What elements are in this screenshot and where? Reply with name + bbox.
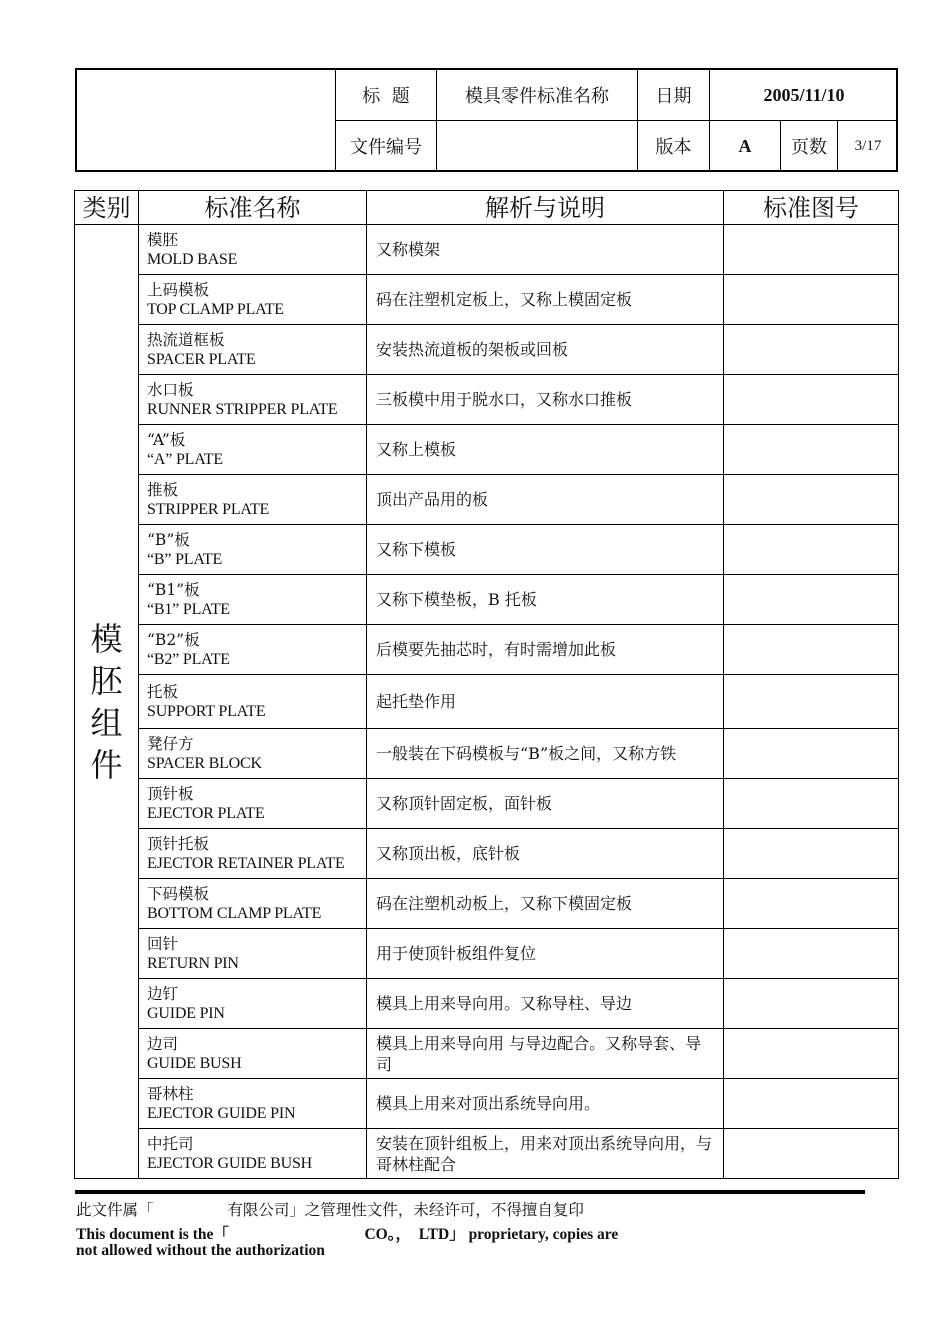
figure-number-cell xyxy=(724,475,899,525)
doc-number-label: 文件编号 xyxy=(350,137,422,158)
table-row xyxy=(75,425,899,475)
name-zh: 凳仔方 xyxy=(147,734,194,753)
name-zh: 顶针板 xyxy=(147,784,194,803)
description-cell: 码在注塑机定板上，又称上模固定板 xyxy=(367,275,724,325)
name-zh: 托板 xyxy=(147,682,179,701)
category-cell xyxy=(75,225,139,1179)
parts-table xyxy=(74,190,899,1179)
description-cell: 模具上用来对顶出系统导向用。 xyxy=(367,1079,724,1129)
name-zh: 下码模板 xyxy=(147,884,210,903)
name-en: SPACER PLATE xyxy=(147,350,256,368)
name-zh: 边钉 xyxy=(147,984,179,1003)
table-row xyxy=(75,375,899,425)
category-char: 件 xyxy=(90,745,123,784)
table-row xyxy=(75,525,899,575)
date-value: 2005/11/10 xyxy=(763,84,845,105)
category-char: 胚 xyxy=(90,661,123,700)
doc-number-value xyxy=(437,121,637,171)
description-cell: 安装在顶针组板上，用来对顶出系统导向用，与哥林柱配合 xyxy=(367,1129,724,1179)
table-row xyxy=(75,675,899,729)
table-header-row xyxy=(75,191,899,225)
standard-name-cell xyxy=(139,729,367,779)
pages-value: 3/17 xyxy=(854,137,882,154)
logo-area xyxy=(77,70,335,170)
figure-number-cell xyxy=(724,729,899,779)
table-row xyxy=(75,325,899,375)
description-cell: 顶出产品用的板 xyxy=(367,475,724,525)
name-en: EJECTOR PLATE xyxy=(147,804,265,822)
table-row xyxy=(75,879,899,929)
standard-name-cell xyxy=(139,879,367,929)
description-cell: 用于使顶针板组件复位 xyxy=(367,929,724,979)
standard-name-cell xyxy=(139,979,367,1029)
name-zh: 模胚 xyxy=(147,230,179,249)
figure-number-cell xyxy=(724,675,899,729)
name-en: GUIDE BUSH xyxy=(147,1054,242,1072)
name-en: RUNNER STRIPPER PLATE xyxy=(147,400,338,418)
name-en: “B2” PLATE xyxy=(147,650,230,668)
standard-name-cell xyxy=(139,675,367,729)
description-cell: 后模要先抽芯时，有时需增加此板 xyxy=(367,625,724,675)
standard-name-cell xyxy=(139,779,367,829)
standard-name-cell xyxy=(139,829,367,879)
name-zh: 推板 xyxy=(147,480,179,499)
figure-number-cell xyxy=(724,325,899,375)
standard-name-cell xyxy=(139,425,367,475)
column-header-standard-name: 标准名称 xyxy=(139,191,367,225)
name-en: “B1” PLATE xyxy=(147,600,230,618)
figure-number-cell xyxy=(724,275,899,325)
standard-name-cell xyxy=(139,225,367,275)
description-cell: 又称下模板 xyxy=(367,525,724,575)
version-label: 版本 xyxy=(655,137,692,158)
figure-number-cell xyxy=(724,575,899,625)
title-label: 标 题 xyxy=(362,86,410,107)
name-en: EJECTOR RETAINER PLATE xyxy=(147,854,345,872)
description-cell: 起托垫作用 xyxy=(367,675,724,729)
date-label: 日期 xyxy=(655,86,692,107)
name-en: STRIPPER PLATE xyxy=(147,500,270,518)
table-row xyxy=(75,929,899,979)
standard-name-cell xyxy=(139,475,367,525)
standard-name-cell xyxy=(139,1029,367,1079)
name-zh: “B”板 xyxy=(147,530,190,549)
column-header-description: 解析与说明 xyxy=(367,191,724,225)
description-cell: 码在注塑机动板上，又称下模固定板 xyxy=(367,879,724,929)
standard-name-cell xyxy=(139,275,367,325)
figure-number-cell xyxy=(724,225,899,275)
footer-notice-en-1: This document is the「 CO。， LTD」 proprietary, copies are xyxy=(76,1226,619,1243)
name-zh: “A”板 xyxy=(147,430,186,449)
figure-number-cell xyxy=(724,879,899,929)
name-zh: 上码模板 xyxy=(147,280,210,299)
name-en: TOP CLAMP PLATE xyxy=(147,300,284,318)
column-header-category: 类别 xyxy=(75,191,139,225)
figure-number-cell xyxy=(724,425,899,475)
footer-rule xyxy=(75,1190,865,1194)
name-zh: “B1”板 xyxy=(147,580,200,599)
figure-number-cell xyxy=(724,525,899,575)
description-cell: 又称上模板 xyxy=(367,425,724,475)
table-row xyxy=(75,575,899,625)
standard-name-cell xyxy=(139,625,367,675)
category-char: 组 xyxy=(90,703,123,742)
table-row xyxy=(75,1029,899,1079)
standard-name-cell xyxy=(139,525,367,575)
figure-number-cell xyxy=(724,1129,899,1179)
table-row xyxy=(75,829,899,879)
pages-label: 页数 xyxy=(791,137,827,158)
table-row xyxy=(75,1129,899,1179)
footer-notice-zh: 此文件属「 有限公司」之管理性文件，未经许可，不得擅自复印 xyxy=(76,1201,584,1219)
table-row xyxy=(75,779,899,829)
figure-number-cell xyxy=(724,1029,899,1079)
standard-name-cell xyxy=(139,1129,367,1179)
category-char: 模 xyxy=(90,619,123,658)
table-row xyxy=(75,729,899,779)
description-cell: 又称顶出板，底针板 xyxy=(367,829,724,879)
description-cell: 模具上用来导向用。又称导柱、导边 xyxy=(367,979,724,1029)
figure-number-cell xyxy=(724,829,899,879)
name-en: “A” PLATE xyxy=(147,450,223,468)
standard-name-cell xyxy=(139,929,367,979)
title-value: 模具零件标准名称 xyxy=(465,86,609,107)
name-en: “B” PLATE xyxy=(147,550,223,568)
name-en: EJECTOR GUIDE BUSH xyxy=(147,1154,313,1172)
table-row xyxy=(75,979,899,1029)
table-row xyxy=(75,225,899,275)
description-cell: 安装热流道板的架板或回板 xyxy=(367,325,724,375)
description-cell: 又称顶针固定板，面针板 xyxy=(367,779,724,829)
version-value: A xyxy=(738,135,752,156)
standard-name-cell xyxy=(139,575,367,625)
name-en: MOLD BASE xyxy=(147,250,238,268)
description-cell: 又称模架 xyxy=(367,225,724,275)
name-en: BOTTOM CLAMP PLATE xyxy=(147,904,322,922)
name-en: EJECTOR GUIDE PIN xyxy=(147,1104,296,1122)
figure-number-cell xyxy=(724,929,899,979)
figure-number-cell xyxy=(724,625,899,675)
description-cell: 三板模中用于脱水口，又称水口推板 xyxy=(367,375,724,425)
figure-number-cell xyxy=(724,979,899,1029)
table-row xyxy=(75,275,899,325)
figure-number-cell xyxy=(724,375,899,425)
table-row xyxy=(75,625,899,675)
description-cell: 模具上用来导向用 与导边配合。又称导套、导司 xyxy=(367,1029,724,1079)
column-header-figure-number: 标准图号 xyxy=(724,191,899,225)
name-zh: 热流道框板 xyxy=(147,330,225,349)
name-zh: 哥林柱 xyxy=(147,1084,194,1103)
name-zh: 水口板 xyxy=(147,380,194,399)
table-row xyxy=(75,475,899,525)
name-en: SUPPORT PLATE xyxy=(147,702,266,720)
standard-name-cell xyxy=(139,375,367,425)
name-zh: “B2”板 xyxy=(147,630,200,649)
description-cell: 又称下模垫板，B 托板 xyxy=(367,575,724,625)
footer-notice-en-2: not allowed without the authorization xyxy=(76,1242,325,1259)
name-zh: 顶针托板 xyxy=(147,834,210,853)
name-zh: 回针 xyxy=(147,934,179,953)
figure-number-cell xyxy=(724,779,899,829)
name-zh: 边司 xyxy=(147,1034,179,1053)
table-row xyxy=(75,1079,899,1129)
figure-number-cell xyxy=(724,1079,899,1129)
description-cell: 一般装在下码模板与“B”板之间，又称方铁 xyxy=(367,729,724,779)
standard-name-cell xyxy=(139,325,367,375)
document-header xyxy=(75,68,898,172)
name-zh: 中托司 xyxy=(147,1134,194,1153)
standard-name-cell xyxy=(139,1079,367,1129)
name-en: GUIDE PIN xyxy=(147,1004,225,1022)
name-en: RETURN PIN xyxy=(147,954,239,972)
name-en: SPACER BLOCK xyxy=(147,754,262,772)
